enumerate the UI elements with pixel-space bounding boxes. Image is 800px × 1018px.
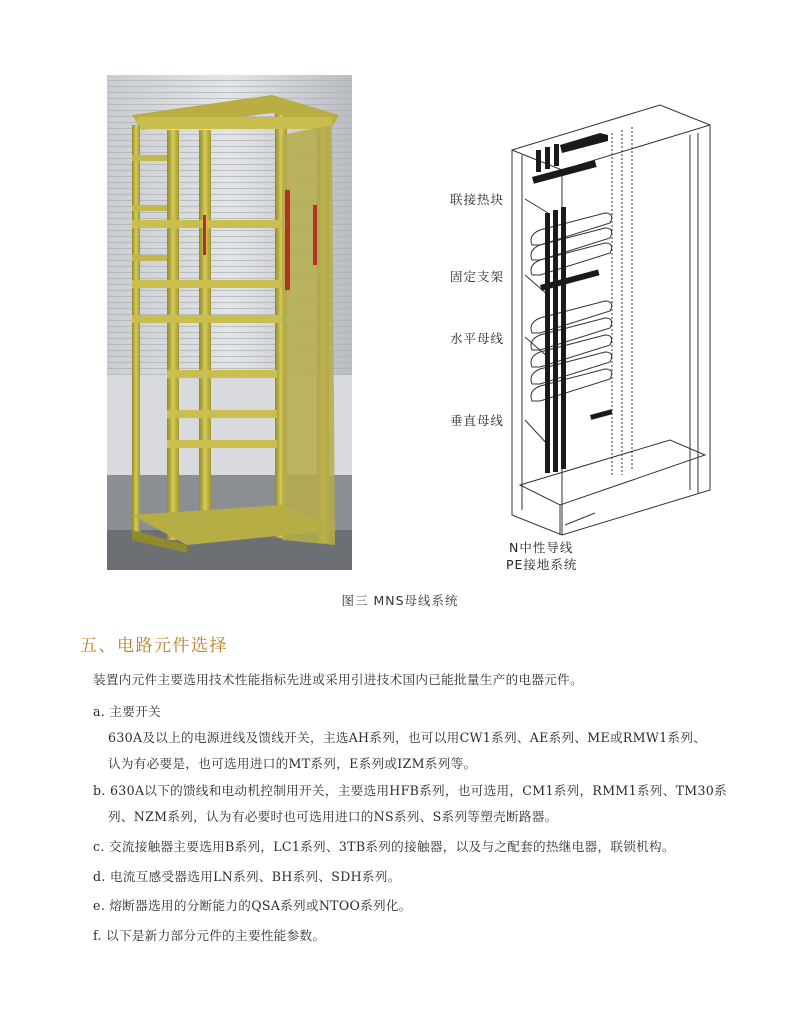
body-line-b2: 列、NZM系列，认为有必要时也可选用进口的NS系列、S系列等塑壳断路器。 xyxy=(108,809,558,824)
body-line-d: d. 电流互感受器选用LN系列、BH系列、SDH系列。 xyxy=(93,869,401,884)
callout-connecting-block: 联接热块 xyxy=(450,192,505,207)
figure-caption: 图三 MNS母线系统 xyxy=(341,593,459,608)
body-line-e: e. 熔断器选用的分断能力的QSA系列或NTOO系列化。 xyxy=(93,898,412,913)
section-title: 五、电路元件选择 xyxy=(80,636,228,656)
cabinet-frame-photo xyxy=(107,75,352,570)
body-line-a: a. 主要开关 xyxy=(93,704,161,719)
callout-horizontal-busbar: 水平母线 xyxy=(450,331,505,346)
body-line-a1: 630A及以上的电源进线及馈线开关，主选AH系列，也可以用CW1系列、AE系列、ME或RMW1系列、 xyxy=(108,730,707,745)
body-line-intro: 装置内元件主要选用技术性能指标先进或采用引进技术国内已能批量生产的电器元件。 xyxy=(93,672,583,687)
callout-neutral-conductor: N中性导线 xyxy=(509,540,574,555)
body-line-c: c. 交流接触器主要选用B系列，LC1系列、3TB系列的接触器，以及与之配套的热继电器，联锁机构。 xyxy=(93,839,675,854)
callout-fixed-bracket: 固定支架 xyxy=(450,269,505,284)
body-line-b1: b. 630A以下的馈线和电动机控制用开关，主要选用HFB系列，也可选用，CM1系列，RMM1系列、TM30系 xyxy=(93,783,728,798)
body-line-a2: 认为有必要是，也可选用进口的MT系列，E系列或IZM系列等。 xyxy=(108,756,477,771)
callout-pe-ground: PE接地系统 xyxy=(506,557,578,572)
callout-vertical-busbar: 垂直母线 xyxy=(450,413,505,428)
body-line-f: f. 以下是新力部分元件的主要性能参数。 xyxy=(93,928,326,943)
